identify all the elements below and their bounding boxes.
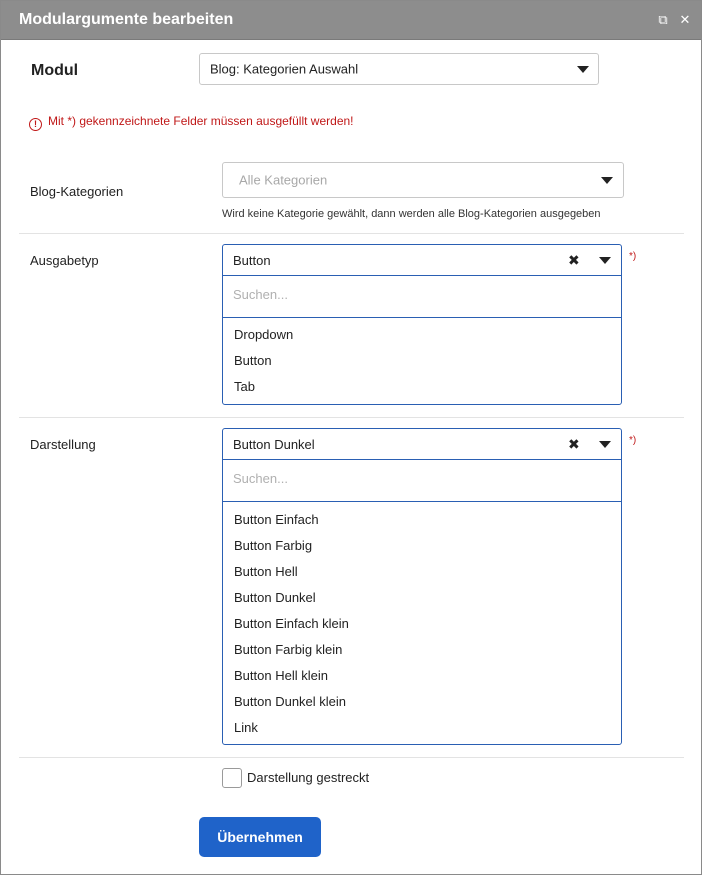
darstellung-selected-value: Button Dunkel — [233, 437, 315, 452]
darstellung-option[interactable]: Button Hell — [234, 564, 298, 579]
blog-kategorien-select[interactable] — [222, 162, 624, 198]
ausgabetyp-search-input[interactable] — [233, 287, 593, 302]
dialog-titlebar — [1, 1, 701, 40]
modul-label: Modul — [31, 62, 79, 79]
divider — [19, 233, 684, 234]
clear-x-icon[interactable]: ✖ — [568, 252, 580, 268]
darstellung-label: Darstellung — [30, 437, 96, 452]
darstellung-required-marker: *) — [629, 435, 637, 446]
ausgabetyp-required-marker: *) — [629, 251, 637, 262]
darstellung-combobox-head[interactable] — [223, 429, 621, 460]
darstellung-option[interactable]: Button Dunkel klein — [234, 694, 347, 709]
modul-select-value: Blog: Kategorien Auswahl — [210, 61, 359, 77]
dialog-title: Modulargumente bearbeiten — [19, 11, 234, 28]
modul-select[interactable] — [199, 53, 599, 85]
caret-down-icon[interactable] — [599, 257, 611, 264]
uebernehmen-button[interactable]: Übernehmen — [199, 817, 321, 857]
required-fields-error — [29, 114, 354, 131]
darstellung-option[interactable]: Button Farbig — [234, 538, 313, 553]
darstellung-option[interactable]: Button Hell klein — [234, 668, 328, 683]
darstellung-gestreckt-checkbox[interactable] — [222, 768, 242, 788]
darstellung-combobox[interactable] — [222, 428, 622, 745]
darstellung-option[interactable]: Button Einfach klein — [234, 616, 349, 631]
blog-kategorien-label: Blog-Kategorien — [30, 184, 124, 199]
darstellung-option[interactable]: Button Dunkel — [234, 590, 316, 605]
ausgabetyp-option-dropdown[interactable]: Dropdown — [234, 327, 294, 342]
ausgabetyp-label: Ausgabetyp — [30, 253, 99, 268]
restore-window-icon[interactable]: ⧉ — [658, 12, 668, 27]
darstellung-option[interactable]: Button Einfach — [234, 512, 319, 527]
clear-x-icon[interactable]: ✖ — [568, 436, 580, 452]
caret-down-icon — [577, 66, 589, 73]
darstellung-option[interactable]: Button Farbig klein — [234, 642, 343, 657]
caret-down-icon — [601, 177, 613, 184]
divider — [19, 757, 684, 758]
close-icon[interactable]: ✕ — [679, 12, 691, 27]
exclamation-circle-icon: ! — [29, 118, 42, 131]
blog-kategorien-help: Wird keine Kategorie gewählt, dann werden alle Blog-Kategorien ausgegeben — [222, 208, 601, 220]
ausgabetyp-selected-value: Button — [233, 253, 271, 268]
caret-down-icon[interactable] — [599, 441, 611, 448]
error-message: Mit *) gekennzeichnete Felder müssen ausgefüllt werden! — [48, 114, 354, 128]
divider — [19, 417, 684, 418]
ausgabetyp-combobox-head[interactable] — [223, 245, 621, 276]
ausgabetyp-search-box — [223, 276, 621, 318]
darstellung-gestreckt-label[interactable]: Darstellung gestreckt — [247, 770, 370, 785]
darstellung-option[interactable]: Link — [234, 720, 258, 735]
darstellung-search-input[interactable] — [233, 471, 593, 486]
darstellung-search-box — [223, 460, 621, 502]
ausgabetyp-option-button[interactable]: Button — [234, 353, 272, 368]
blog-kategorien-placeholder: Alle Kategorien — [239, 172, 328, 188]
ausgabetyp-option-tab[interactable]: Tab — [234, 379, 255, 394]
ausgabetyp-combobox[interactable] — [222, 244, 622, 405]
